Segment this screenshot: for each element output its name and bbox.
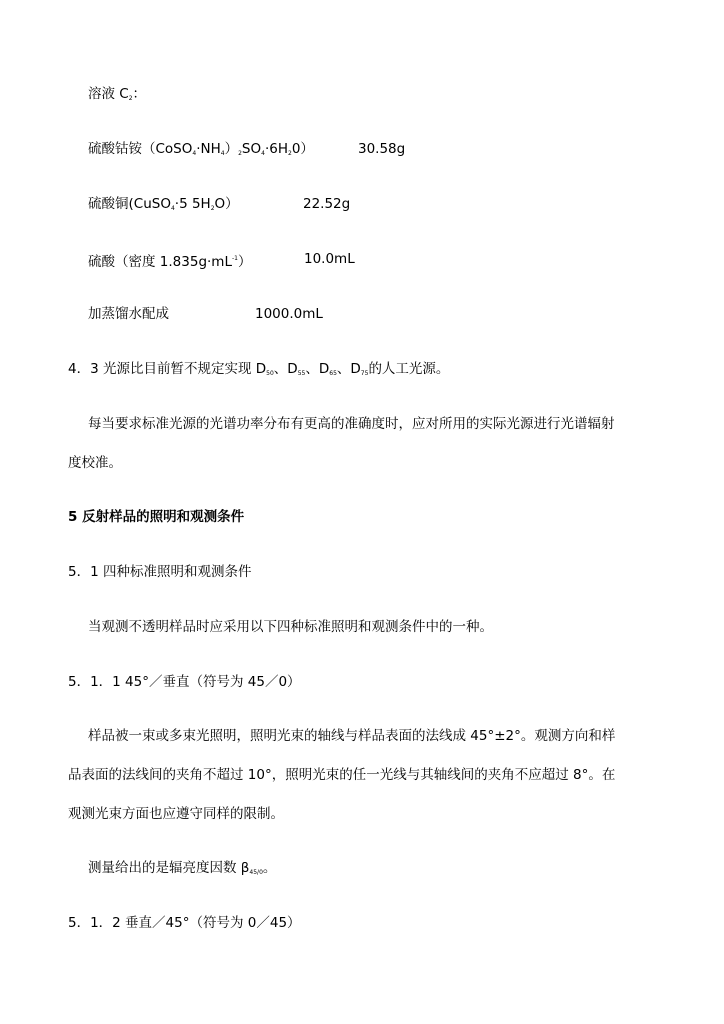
text-run: ·5 5H xyxy=(174,196,211,212)
text-run: 、D xyxy=(273,361,298,377)
text-run: ·NH xyxy=(196,141,221,157)
text-run: SO xyxy=(241,141,262,157)
solution-c2-heading: 溶液 $C_2$： xyxy=(88,86,147,102)
subscript: 2 xyxy=(210,205,215,212)
paragraph-5-1-1-line3: 观测光束方面也应遵守同样的限制。 xyxy=(68,806,284,822)
text-run: 、D xyxy=(336,361,361,377)
subscript: 2 xyxy=(238,150,242,157)
reagent-name xyxy=(88,254,251,270)
paragraph-radiance-factor xyxy=(88,858,276,883)
subscript: 4 xyxy=(192,150,197,157)
reagent-amount: 1000.0mL xyxy=(255,306,323,322)
text-run: 硫酸（密度 1.835g·mL xyxy=(88,254,232,270)
reagent-line xyxy=(88,304,708,324)
reagent-line xyxy=(88,249,708,272)
subscript: 4 xyxy=(261,150,265,157)
reagent-name xyxy=(88,306,169,322)
paragraph-5-1-1-line1: 样品被一束或多束光照明，照明光束的轴线与样品表面的法线成 45°±2°。观测方向和样 xyxy=(88,728,616,744)
text-run: 的人工光源。 xyxy=(368,361,450,377)
text-run: 、D xyxy=(305,361,330,377)
paragraph-calibration-line2: 度校准。 xyxy=(68,455,122,471)
reagent-name xyxy=(88,141,314,157)
text-run: ） xyxy=(224,141,239,157)
subscript: 2 xyxy=(288,150,292,157)
text-run: 。 xyxy=(262,860,277,876)
text-run: O） xyxy=(214,196,239,212)
reagent-line xyxy=(88,139,708,164)
subscript: 65 xyxy=(329,370,337,377)
subscript: 4 xyxy=(170,205,175,212)
reagent-amount: 10.0mL xyxy=(304,251,355,267)
section-5-1-heading: 5．1 四种标准照明和观测条件 xyxy=(68,564,252,580)
reagent-amount: 30.58g xyxy=(358,141,406,157)
reagent-amount: 22.52g xyxy=(303,196,351,212)
text-run: 硫酸钴铵（CoSO xyxy=(88,141,193,157)
subscript: 55 xyxy=(297,370,306,377)
text-run: 4．3 光源比目前暂不规定实现 D xyxy=(68,361,267,377)
text-run: ） xyxy=(237,254,252,270)
subscript: 4 xyxy=(220,150,225,157)
text-run: 硫酸铜(CuSO xyxy=(88,196,171,212)
text-run: 加蒸馏水配成 xyxy=(88,306,169,322)
section-5-1-2-heading: 5．1．2 垂直／45°（符号为 0／45） xyxy=(68,915,301,931)
paragraph-calibration-line1: 每当要求标准光源的光谱功率分布有更高的准确度时，应对所用的实际光源进行光谱辐射 xyxy=(88,416,615,432)
text-run: 测量给出的是辐亮度因数 β xyxy=(88,860,250,876)
paragraph-5-1-1-line2: 品表面的法线间的夹角不超过 10°，照明光束的任一光线与其轴线间的夹角不应超过 8°。在 xyxy=(68,767,616,783)
text-run: 0） xyxy=(291,141,314,157)
subscript: 50 xyxy=(266,370,274,377)
section-4-3 xyxy=(68,359,449,384)
paragraph-5-1: 当观测不透明样品时应采用以下四种标准照明和观测条件中的一种。 xyxy=(88,619,493,635)
reagent-line xyxy=(88,194,708,219)
superscript: -1 xyxy=(231,255,238,262)
section-5-1-1-heading: 5．1．1 45°／垂直（符号为 45／0） xyxy=(68,674,301,690)
reagent-name xyxy=(88,196,239,212)
subscript: 45/0 xyxy=(249,869,263,876)
text-run: ·6H xyxy=(264,141,288,157)
subscript: 75 xyxy=(360,370,369,377)
section-5-heading: 5 反射样品的照明和观测条件 xyxy=(68,509,245,525)
